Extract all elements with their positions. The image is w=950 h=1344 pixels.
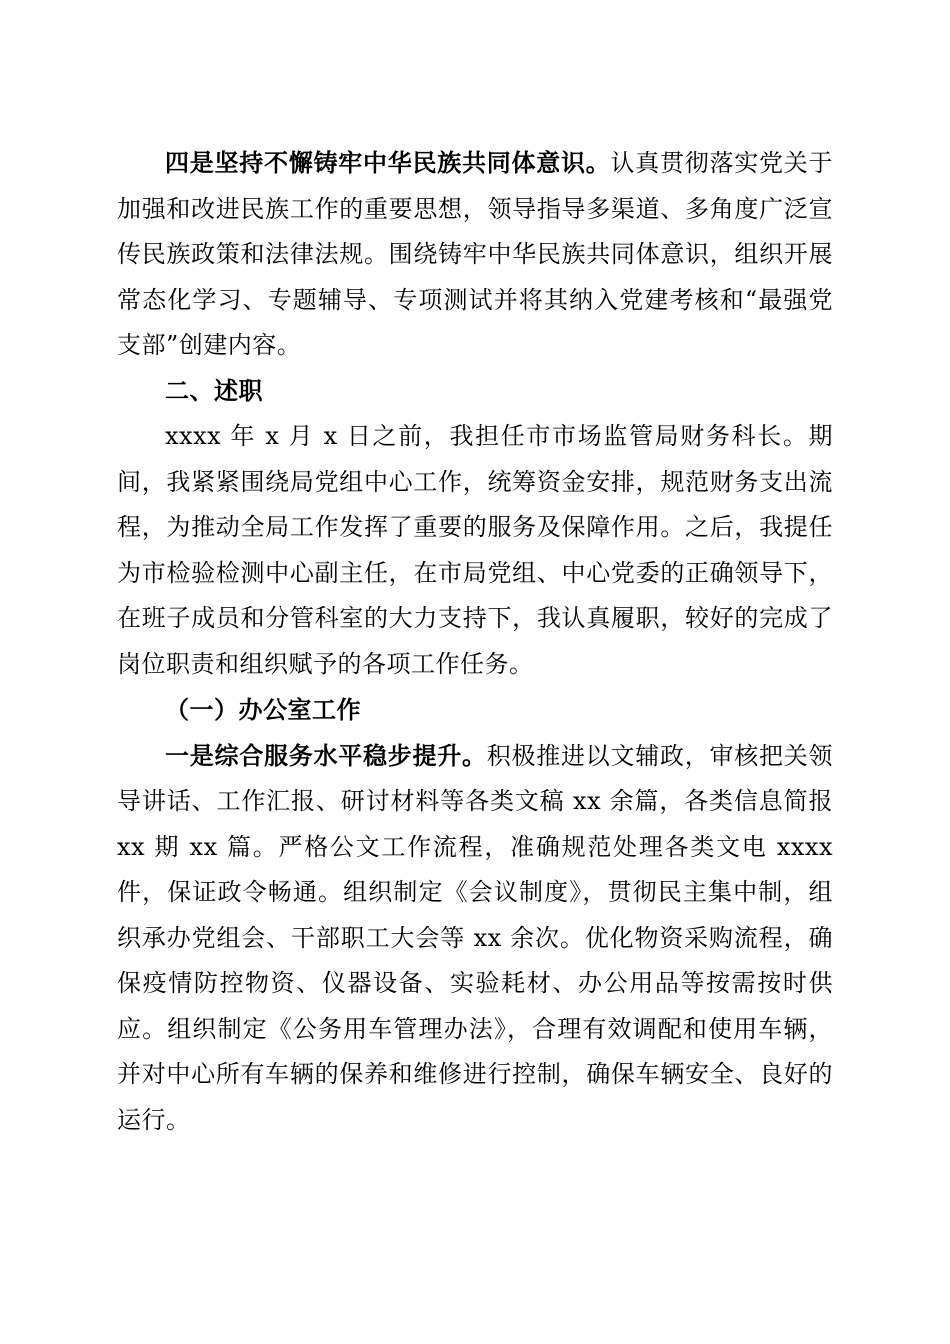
paragraph-intro: xxxx 年 x 月 x 日之前，我担任市市场监管局财务科长。期间，我紧紧围绕局党组中心工作，统筹资金安排，规范财务支出流程，为推动全局工作发挥了重要的服务及保障作用。之后，我提任为市检验检测中心副主任，在市局党组、中心党委的正确领导下，在班子成员和分管科室的大力支持下，我认真履职，较好的完成了岗位职责和组织赋予的各项工作任务。 [117,422,833,678]
paragraph-lead: 四是坚持不懈铸牢中华民族共同体意识。 [165,148,611,177]
paragraph-text: 积极推进以文辅政，审核把关领导讲话、工作汇报、研讨材料等各类文稿 xx 余篇，各类信息简报 xx 期 xx 篇。严格公文工作流程，准确规范处理各类文电 xxxx 件，保证政令畅通。组织制定《会议制度》，贯彻民主集中制，组织承办党组会、干部职工大会等 xx 余次。优化物资采购流程，确保疫情防控物资、仪器设备、实验耗材、办公用品等按需按时供应。组织制定《公务用车管理办法》，合理有效调配和使用车辆，并对中心所有车辆的保养和维修进行控制，确保车辆安全、良好的运行。 [117,741,833,1134]
section-heading: 二、述职 [165,376,263,405]
subsection-heading: （一）办公室工作 [165,695,361,724]
document-body [117,140,833,1143]
paragraph-service [117,733,833,1144]
paragraph-ethnic-unity [117,140,833,369]
paragraph-text: 认真贯彻落实党关于加强和改进民族工作的重要思想，领导指导多渠道、多角度广泛宣传民族政策和法律法规。围绕铸牢中华民族共同体意识，组织开展常态化学习、专题辅导、专项测试并将其纳入党建考核和“最强党支部”创建内容。 [117,149,833,359]
paragraph-lead: 一是综合服务水平稳步提升。 [165,740,487,770]
